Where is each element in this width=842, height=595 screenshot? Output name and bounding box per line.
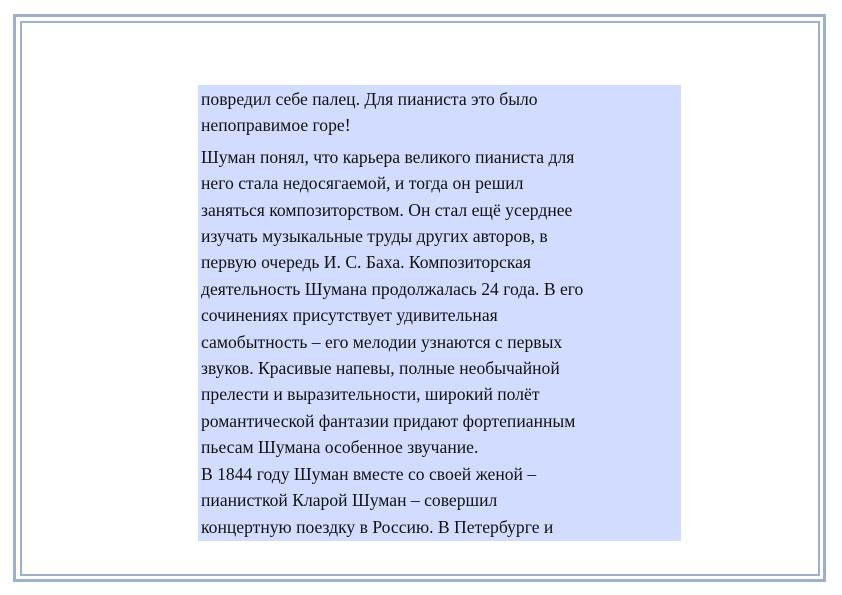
- text-box: [198, 85, 681, 541]
- text-line: первую очередь И. С. Баха. Композиторская: [201, 252, 532, 273]
- text-line: повредил себе палец. Для пианиста это было: [201, 89, 538, 109]
- text-line: романтической фантазии придают фортепианным: [201, 410, 576, 431]
- paragraph-3: [201, 461, 677, 540]
- text-line: прелести и выразительности, широкий полёт: [201, 384, 540, 405]
- paragraph-2: [201, 144, 677, 461]
- text-line: самобытность – его мелодии узнаются с первых: [201, 331, 563, 352]
- text-line: сочинениях присутствует удивительная: [201, 305, 498, 326]
- text-line: В 1844 году Шуман вместе со своей женой –: [201, 463, 537, 484]
- text-line: звуков. Красивые напевы, полные необычайной: [201, 358, 560, 379]
- text-line: пианисткой Кларой Шуман – совершил: [201, 490, 498, 511]
- text-line: Шуман понял, что карьера великого пианиста для: [201, 146, 575, 167]
- text-line: него стала недосягаемой, и тогда он решил: [201, 173, 524, 194]
- text-line: деятельность Шумана продолжалась 24 года. В его: [201, 278, 584, 299]
- text-line: пьесам Шумана особенное звучание.: [201, 437, 479, 458]
- paragraph-1: [201, 86, 677, 139]
- text-line: непоправимое горе!: [201, 115, 351, 136]
- text-line: изучать музыкальные труды других авторов, в: [201, 226, 548, 247]
- text-line: заняться композиторством. Он стал ещё усерднее: [201, 199, 573, 220]
- text-line: концертную поездку в Россию. В Петербурге и: [201, 516, 554, 537]
